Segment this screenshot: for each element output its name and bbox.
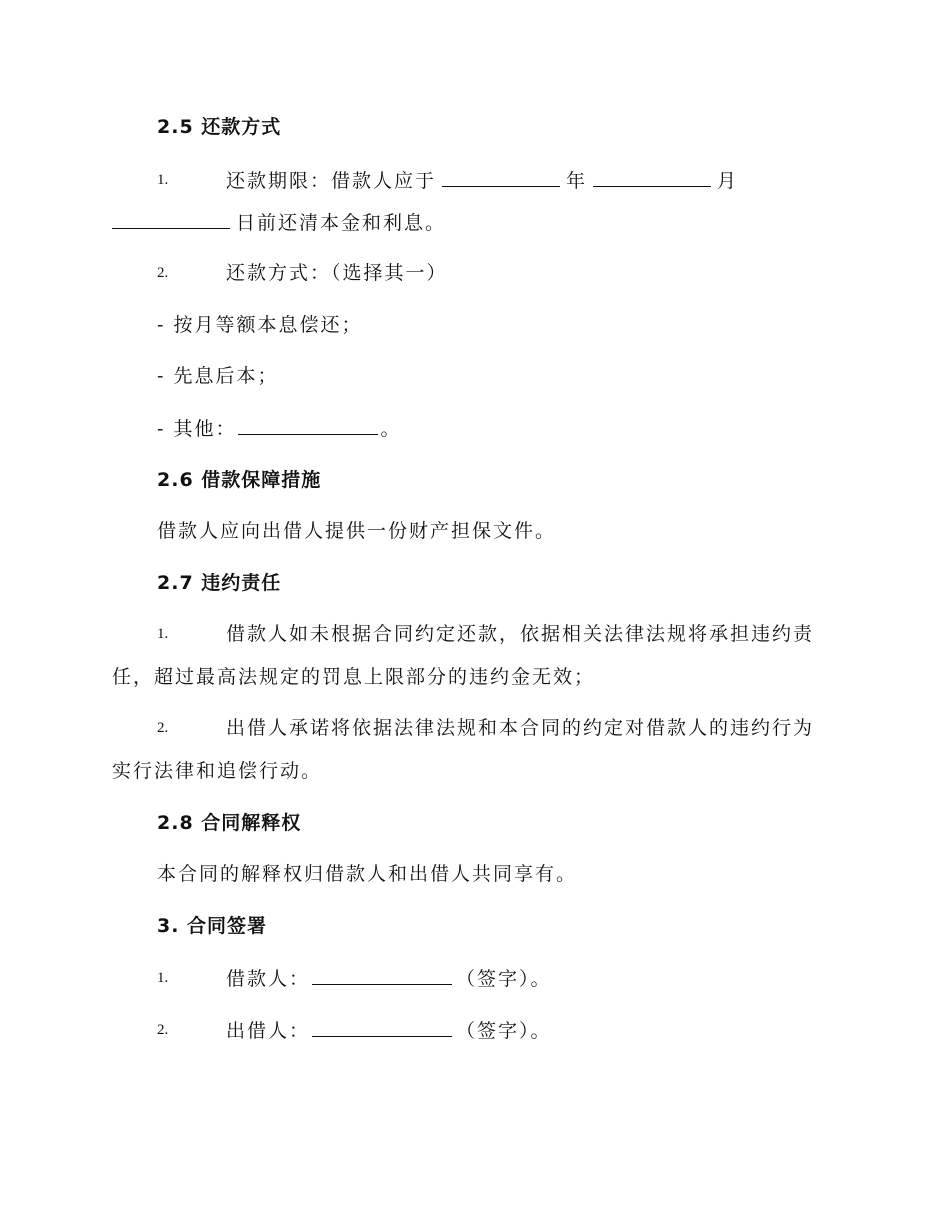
item-number: 1. xyxy=(157,626,169,642)
item-number: 2. xyxy=(157,720,169,736)
borrower-label: 借款人： xyxy=(226,968,311,990)
month-label: 月 xyxy=(717,170,739,192)
year-blank xyxy=(442,168,560,187)
option-other-label: - 其他： xyxy=(157,418,237,440)
section-3-title: 3. 合同签署 xyxy=(157,915,268,937)
liability-item-1-line-1: 借款人如未根据合同约定还款，依据相关法律法规将承担违约责 xyxy=(226,623,815,645)
liability-item-2-line-1: 出借人承诺将依据法律法规和本合同的约定对借款人的违约行为 xyxy=(226,717,815,739)
borrower-signature-blank xyxy=(312,966,452,985)
section-2-8-title: 2.8 合同解释权 xyxy=(157,812,302,834)
section-2-5-title: 2.5 还款方式 xyxy=(157,116,282,138)
interpretation-text: 本合同的解释权归借款人和出借人共同享有。 xyxy=(157,863,578,885)
repayment-deadline-line xyxy=(226,168,738,193)
repayment-deadline-line-2 xyxy=(112,210,446,235)
item-number: 1. xyxy=(157,172,169,188)
option-interest-first: - 先息后本； xyxy=(157,365,279,387)
item-number: 1. xyxy=(157,970,169,986)
section-2-6-title: 2.6 借款保障措施 xyxy=(157,469,322,491)
section-2-7-title: 2.7 违约责任 xyxy=(157,572,282,594)
liability-item-2-line-2: 实行法律和追偿行动。 xyxy=(112,760,323,782)
borrower-sign-note: （签字）。 xyxy=(456,968,552,990)
repayment-method-text: 还款方式：（选择其一） xyxy=(226,262,448,284)
guarantee-text: 借款人应向出借人提供一份财产担保文件。 xyxy=(157,520,557,542)
month-blank xyxy=(593,168,711,187)
other-blank xyxy=(238,416,378,435)
day-blank xyxy=(112,210,230,229)
lender-signature-line xyxy=(226,1018,552,1043)
lender-label: 出借人： xyxy=(226,1020,311,1042)
year-label: 年 xyxy=(566,170,588,192)
day-text: 日前还清本金和利息。 xyxy=(236,212,447,234)
item-number: 2. xyxy=(157,265,169,281)
liability-item-1-line-2: 任，超过最高法规定的罚息上限部分的违约金无效； xyxy=(112,666,596,688)
option-other-line xyxy=(157,416,401,441)
lender-sign-note: （签字）。 xyxy=(456,1020,552,1042)
borrower-signature-line xyxy=(226,966,552,991)
repayment-deadline-text: 还款期限：借款人应于 xyxy=(226,170,437,192)
item-number: 2. xyxy=(157,1022,169,1038)
option-equal-installment: - 按月等额本息偿还； xyxy=(157,314,363,336)
lender-signature-blank xyxy=(312,1018,452,1037)
option-other-end: 。 xyxy=(380,418,402,440)
